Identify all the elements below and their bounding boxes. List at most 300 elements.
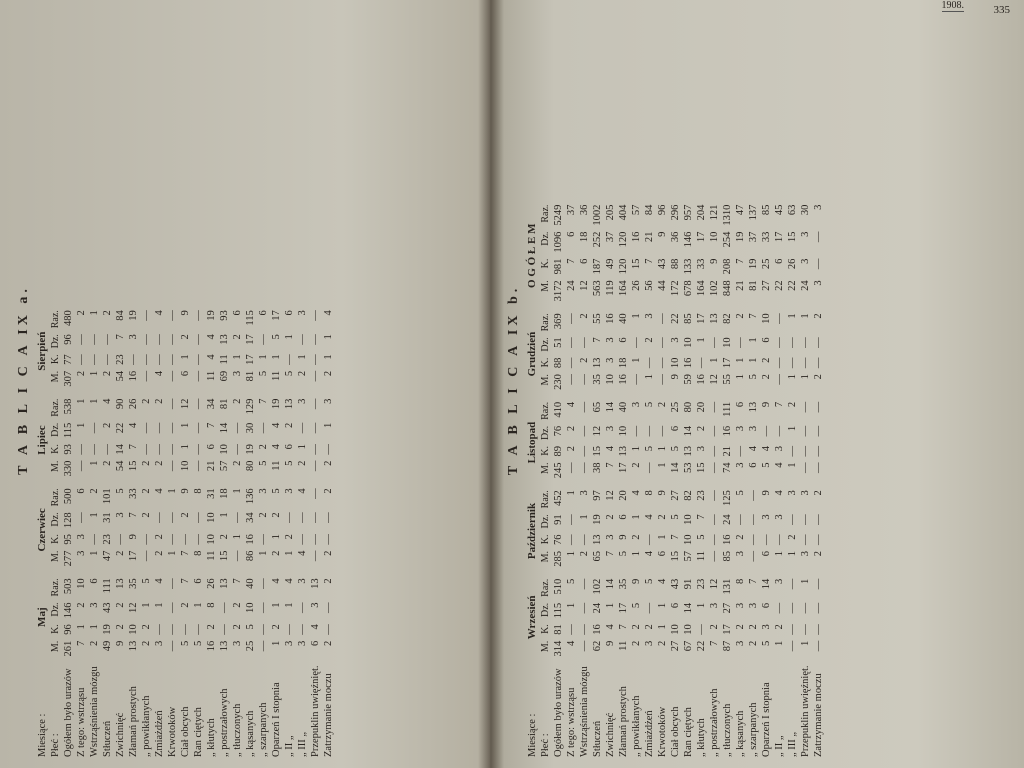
table-cell: 8 bbox=[193, 550, 204, 556]
table-cell: 4 bbox=[271, 444, 282, 450]
table-cell: — bbox=[141, 422, 152, 434]
table-cell: — bbox=[128, 354, 139, 365]
table-cell: 1 bbox=[748, 357, 759, 363]
table-cell: 1 bbox=[297, 444, 308, 450]
sex-column-header: K. bbox=[540, 357, 551, 368]
table-cell: 17 bbox=[696, 313, 707, 324]
table-cell: — bbox=[631, 374, 642, 385]
table-row bbox=[309, 307, 322, 760]
table-cell: 90 bbox=[115, 398, 126, 410]
table-cell: 19 bbox=[245, 444, 256, 455]
table-cell: 3 bbox=[813, 204, 824, 210]
table-cell: 93 bbox=[219, 310, 230, 321]
table-cell: — bbox=[566, 624, 577, 635]
table-row bbox=[257, 307, 270, 760]
table-cell: 2 bbox=[566, 446, 577, 452]
table-cell: 164 bbox=[696, 280, 707, 297]
table-cell: — bbox=[800, 337, 811, 348]
table-cell: — bbox=[813, 640, 824, 652]
table-cell: 7 bbox=[76, 640, 87, 646]
table-cell: 503 bbox=[63, 578, 74, 595]
table-cell: 12 bbox=[579, 280, 590, 291]
table-cell: — bbox=[800, 401, 811, 413]
table-cell: 1 bbox=[323, 422, 334, 428]
table-cell: 2 bbox=[813, 551, 824, 557]
table-cell: — bbox=[141, 334, 152, 345]
table-cell: — bbox=[644, 534, 655, 546]
table-cell: 2 bbox=[709, 624, 720, 630]
table-cell: 136 bbox=[245, 488, 256, 505]
table-cell: 74 bbox=[722, 462, 733, 474]
table-cell: 5 bbox=[566, 578, 577, 585]
table-cell: 3 bbox=[76, 534, 87, 540]
table-cell: 3 bbox=[800, 551, 811, 557]
month-header: Czerwiec bbox=[36, 508, 48, 552]
table-cell: — bbox=[709, 401, 720, 413]
table-cell: 23 bbox=[115, 354, 126, 365]
table-cell: 57 bbox=[631, 204, 642, 216]
table-cell: — bbox=[579, 425, 590, 437]
table-cell: 13 bbox=[683, 446, 694, 457]
table-cell: — bbox=[167, 444, 178, 455]
table-cell: 26 bbox=[631, 280, 642, 291]
table-cell: 18 bbox=[579, 231, 590, 243]
table-ixb-body bbox=[552, 202, 825, 760]
table-cell: 27 bbox=[761, 280, 772, 291]
table-cell: 3 bbox=[605, 357, 616, 363]
table-cell: — bbox=[761, 425, 772, 437]
table-cell: — bbox=[193, 444, 204, 455]
table-cell: 82 bbox=[722, 313, 733, 324]
table-cell: — bbox=[297, 624, 308, 635]
sex-column-header: Raz. bbox=[540, 578, 551, 597]
table-cell: — bbox=[284, 512, 295, 523]
month-header: Wrzesień bbox=[526, 595, 538, 640]
table-cell: 2 bbox=[813, 374, 824, 380]
table-cell: 43 bbox=[657, 258, 668, 270]
table-cell: 4 bbox=[657, 578, 668, 585]
table-row bbox=[721, 202, 734, 760]
table-cell: 10 bbox=[245, 602, 256, 613]
table-cell: — bbox=[579, 578, 590, 590]
table-cell: — bbox=[102, 444, 113, 455]
table-cell: 34 bbox=[206, 398, 217, 410]
row-label: „ kąsanych bbox=[735, 710, 746, 757]
sex-column-header: Raz. bbox=[50, 398, 61, 417]
sex-column-header: M. bbox=[50, 460, 61, 472]
table-cell: — bbox=[258, 578, 269, 589]
table-cell: 1 bbox=[696, 337, 707, 343]
table-row bbox=[205, 307, 218, 760]
table-cell: 1 bbox=[787, 374, 798, 380]
table-cell: — bbox=[76, 444, 87, 455]
table-cell: 27 bbox=[722, 602, 733, 614]
row-label: „ szarpanych bbox=[748, 702, 759, 757]
table-cell: 2 bbox=[774, 624, 785, 630]
table-cell: 9 bbox=[618, 534, 629, 540]
table-cell: 3 bbox=[310, 602, 321, 608]
table-cell: — bbox=[89, 354, 100, 365]
table-cell: 6 bbox=[193, 578, 204, 584]
table-cell: — bbox=[709, 534, 720, 546]
table-cell: 1 bbox=[89, 460, 100, 466]
table-cell: 9 bbox=[115, 640, 126, 646]
table-cell: 27 bbox=[670, 490, 681, 501]
table-cell: 2 bbox=[657, 401, 668, 408]
table-cell: — bbox=[219, 624, 230, 635]
table-cell: 2 bbox=[787, 534, 798, 540]
table-cell: — bbox=[89, 534, 100, 545]
table-cell: 330 bbox=[63, 460, 74, 477]
table-cell: 1 bbox=[787, 313, 798, 319]
table-cell: — bbox=[258, 640, 269, 652]
table-cell: 9 bbox=[670, 374, 681, 380]
table-cell: 23 bbox=[102, 534, 113, 545]
table-cell: — bbox=[813, 534, 824, 546]
table-cell: 480 bbox=[63, 310, 74, 326]
month-header: Grudzień bbox=[526, 331, 538, 377]
table-cell: 14 bbox=[670, 462, 681, 474]
table-cell: 2 bbox=[232, 398, 243, 404]
table-cell: — bbox=[167, 534, 178, 545]
table-cell: 1 bbox=[76, 398, 87, 404]
table-cell: — bbox=[258, 624, 269, 635]
table-row bbox=[127, 307, 140, 760]
table-cell: — bbox=[154, 512, 165, 523]
table-cell: — bbox=[193, 534, 204, 545]
table-cell: 2 bbox=[631, 534, 642, 540]
sex-column-header: Dz. bbox=[50, 512, 61, 527]
table-cell: — bbox=[154, 624, 165, 635]
row-label: Złamań prostych bbox=[128, 686, 139, 757]
table-cell: 44 bbox=[657, 280, 668, 291]
table-cell: 5 bbox=[631, 602, 642, 609]
table-cell: 15 bbox=[219, 550, 230, 562]
table-cell: 4 bbox=[566, 640, 577, 646]
table-cell: 2 bbox=[761, 374, 772, 380]
sex-column-header: M. bbox=[540, 551, 551, 563]
table-cell: 7 bbox=[644, 258, 655, 264]
table-cell: 26 bbox=[128, 398, 139, 410]
table-cell: — bbox=[258, 334, 269, 345]
table-cell: — bbox=[193, 460, 204, 472]
table-cell: 23 bbox=[696, 490, 707, 501]
table-row bbox=[630, 202, 643, 760]
table-cell: — bbox=[787, 514, 798, 525]
table-cell: 1 bbox=[787, 425, 798, 432]
table-cell: 1 bbox=[89, 310, 100, 316]
table-row bbox=[114, 307, 127, 760]
table-cell: 53 bbox=[683, 462, 694, 474]
table-cell: 2 bbox=[748, 624, 759, 630]
table-cell: 7 bbox=[206, 422, 217, 428]
table-cell: — bbox=[323, 512, 334, 523]
table-ixa-body bbox=[62, 307, 335, 760]
table-cell: — bbox=[310, 310, 321, 321]
table-cell: 16 bbox=[618, 374, 629, 385]
table-cell: 96 bbox=[657, 204, 668, 216]
table-cell: 65 bbox=[592, 551, 603, 562]
table-cell: 9 bbox=[657, 231, 668, 237]
table-cell: — bbox=[735, 337, 746, 348]
table-cell: 3 bbox=[605, 337, 616, 343]
table-cell: 254 bbox=[722, 231, 733, 248]
table-cell: 33 bbox=[696, 258, 707, 270]
table-cell: 57 bbox=[683, 551, 694, 562]
table-cell: 16 bbox=[696, 374, 707, 385]
table-cell: 10 bbox=[206, 512, 217, 523]
table-cell: 6 bbox=[232, 310, 243, 316]
table-row bbox=[747, 202, 760, 760]
table-cell: 81 bbox=[219, 398, 230, 410]
table-cell: 9 bbox=[657, 490, 668, 496]
row-label: „ szarpanych bbox=[258, 702, 269, 757]
table-cell: 19 bbox=[592, 514, 603, 525]
table-cell: 85 bbox=[761, 204, 772, 216]
table-cell: 1 bbox=[735, 374, 746, 380]
table-cell: 10 bbox=[683, 337, 694, 348]
table-cell: 2 bbox=[154, 534, 165, 540]
table-cell: — bbox=[709, 446, 720, 457]
table-cell: 5 bbox=[644, 446, 655, 452]
table-cell: 3 bbox=[154, 640, 165, 646]
table-row bbox=[565, 202, 578, 760]
table-cell: — bbox=[787, 357, 798, 369]
table-cell: — bbox=[141, 370, 152, 382]
table-cell: 3 bbox=[115, 512, 126, 518]
table-cell: — bbox=[102, 354, 113, 365]
table-cell: 1 bbox=[141, 602, 152, 608]
table-cell: — bbox=[813, 425, 824, 437]
table-cell: — bbox=[657, 374, 668, 385]
table-cell: 2 bbox=[787, 401, 798, 408]
table-cell: 4 bbox=[128, 422, 139, 428]
table-cell: 3 bbox=[709, 602, 720, 609]
table-cell: 2 bbox=[89, 488, 100, 494]
sex-column-header: K. bbox=[540, 534, 551, 545]
table-cell: — bbox=[644, 357, 655, 369]
table-cell: 37 bbox=[605, 231, 616, 243]
table-cell: — bbox=[813, 514, 824, 525]
row-label: „ III „ bbox=[787, 731, 798, 757]
table-cell: — bbox=[774, 337, 785, 348]
table-cell: 131 bbox=[722, 578, 733, 595]
row-label: „ kąsanych bbox=[245, 710, 256, 757]
table-cell: 5 bbox=[193, 640, 204, 646]
table-cell: 7 bbox=[605, 462, 616, 468]
table-cell: 3 bbox=[258, 488, 269, 494]
table-cell: — bbox=[167, 310, 178, 321]
sex-column-header: Dz. bbox=[540, 514, 551, 529]
table-cell: 102 bbox=[592, 578, 603, 595]
table-cell: 15 bbox=[787, 231, 798, 243]
table-row bbox=[799, 202, 812, 760]
sex-column-header: K. bbox=[50, 354, 61, 365]
table-cell: — bbox=[297, 422, 308, 434]
table-cell: 10 bbox=[670, 624, 681, 635]
table-cell: 6 bbox=[761, 551, 772, 557]
table-cell: 7 bbox=[180, 550, 191, 556]
table-cell: — bbox=[141, 550, 152, 562]
table-row bbox=[669, 202, 682, 760]
table-cell: 97 bbox=[592, 490, 603, 501]
table-cell: 2 bbox=[76, 370, 87, 377]
table-cell: 2 bbox=[605, 514, 616, 520]
table-cell: 1 bbox=[76, 422, 87, 428]
table-cell: 12 bbox=[709, 578, 720, 590]
sex-column-header: Dz. bbox=[50, 334, 61, 349]
table-cell: 3 bbox=[644, 313, 655, 319]
table-cell: 6 bbox=[284, 310, 295, 316]
table-cell: 3 bbox=[323, 398, 334, 404]
table-cell: 6 bbox=[206, 444, 217, 450]
table-cell: — bbox=[154, 354, 165, 365]
table-cell: 1 bbox=[696, 602, 707, 609]
sex-column-header: Dz. bbox=[540, 602, 551, 617]
table-cell: 6 bbox=[310, 640, 321, 646]
table-cell: 2 bbox=[297, 460, 308, 466]
row-label: Zmiażdżeń bbox=[644, 710, 655, 757]
table-cell: 3 bbox=[735, 462, 746, 468]
table-cell: 49 bbox=[102, 640, 113, 652]
table-cell: 91 bbox=[553, 514, 564, 525]
table-cell: — bbox=[813, 401, 824, 413]
table-cell: 11 bbox=[271, 460, 282, 471]
table-cell: 6 bbox=[89, 578, 100, 584]
table-cell: 6 bbox=[761, 337, 772, 343]
table-cell: 56 bbox=[644, 280, 655, 291]
row-label: „ tłuczonych bbox=[722, 703, 733, 757]
table-cell: 9 bbox=[180, 310, 191, 316]
table-cell: 47 bbox=[735, 204, 746, 216]
table-row bbox=[179, 307, 192, 760]
table-cell: — bbox=[193, 354, 204, 365]
table-cell: 15 bbox=[631, 258, 642, 270]
table-cell: 981 bbox=[553, 258, 564, 275]
table-cell: 17 bbox=[618, 602, 629, 614]
table-cell: 14 bbox=[761, 578, 772, 590]
table-cell: 1 bbox=[154, 602, 165, 608]
row-label: Zatrzymanie moczu bbox=[323, 673, 334, 757]
table-cell: 2 bbox=[141, 624, 152, 630]
table-cell: 111 bbox=[722, 401, 733, 417]
table-cell: 1 bbox=[219, 512, 230, 518]
table-cell: — bbox=[813, 624, 824, 635]
table-row bbox=[270, 307, 283, 760]
sex-label: Płeć : bbox=[50, 733, 61, 757]
table-cell: 1 bbox=[89, 550, 100, 556]
table-cell: — bbox=[813, 258, 824, 270]
table-cell: 51 bbox=[553, 337, 564, 348]
table-cell: 111 bbox=[102, 578, 113, 594]
table-cell: 2 bbox=[735, 624, 746, 630]
table-cell: — bbox=[323, 534, 334, 545]
table-cell: 2 bbox=[141, 512, 152, 518]
table-cell: 1 bbox=[89, 624, 100, 630]
table-cell: 1 bbox=[605, 602, 616, 609]
table-cell: 7 bbox=[180, 578, 191, 584]
table-cell: 6 bbox=[670, 602, 681, 609]
table-cell: — bbox=[232, 512, 243, 523]
table-cell: 10 bbox=[761, 313, 772, 324]
row-label: „ kłutych bbox=[696, 718, 707, 757]
table-cell: — bbox=[631, 337, 642, 348]
table-cell: 33 bbox=[128, 488, 139, 499]
row-label: Zwichnięć bbox=[115, 712, 126, 757]
month-header: Październik bbox=[526, 502, 538, 560]
table-cell: — bbox=[258, 422, 269, 434]
sex-column-header: Dz. bbox=[540, 425, 551, 441]
table-cell: 1 bbox=[258, 550, 269, 556]
table-cell: 3 bbox=[76, 550, 87, 556]
table-cell: 22 bbox=[696, 640, 707, 652]
row-label: „ III „ bbox=[297, 731, 308, 757]
table-cell: 7 bbox=[566, 258, 577, 264]
table-cell: 81 bbox=[748, 280, 759, 291]
table-cell: 38 bbox=[592, 462, 603, 474]
table-cell: 19 bbox=[748, 258, 759, 270]
table-cell: 285 bbox=[553, 551, 564, 567]
row-label: „ II „ bbox=[774, 735, 785, 757]
sex-column-header: Raz. bbox=[50, 578, 61, 597]
table-row bbox=[62, 307, 75, 760]
table-cell: — bbox=[709, 425, 720, 437]
table-cell: 2 bbox=[735, 313, 746, 319]
table-cell: 22 bbox=[774, 280, 785, 291]
table-cell: 4 bbox=[605, 446, 616, 452]
table-cell: 1 bbox=[323, 354, 334, 360]
table-cell: 3 bbox=[735, 640, 746, 646]
table-cell: 5 bbox=[141, 578, 152, 584]
sex-column-header: Dz. bbox=[540, 337, 551, 352]
table-row bbox=[591, 202, 604, 760]
table-cell: 4 bbox=[774, 490, 785, 496]
table-cell: 69 bbox=[219, 370, 230, 382]
table-cell: — bbox=[774, 357, 785, 369]
row-label: „ tłuczonych bbox=[232, 703, 243, 757]
table-cell: — bbox=[323, 602, 334, 613]
table-cell: 296 bbox=[670, 204, 681, 221]
row-label: Ran ciętych bbox=[193, 707, 204, 757]
table-cell: 1 bbox=[631, 514, 642, 520]
table-cell: — bbox=[800, 534, 811, 546]
table-cell: 35 bbox=[618, 578, 629, 590]
table-cell: 19 bbox=[128, 310, 139, 321]
table-cell: — bbox=[566, 337, 577, 348]
table-cell: 43 bbox=[670, 578, 681, 590]
table-cell: — bbox=[709, 490, 720, 501]
table-cell: — bbox=[774, 374, 785, 385]
table-cell: 18 bbox=[219, 488, 230, 499]
table-cell: 3 bbox=[813, 280, 824, 286]
table-cell: 10 bbox=[219, 444, 230, 455]
table-cell: 7 bbox=[592, 337, 603, 343]
table-cell: — bbox=[193, 310, 204, 321]
table-cell: 2 bbox=[644, 624, 655, 630]
table-cell: 4 bbox=[297, 488, 308, 494]
table-cell: 3 bbox=[774, 514, 785, 520]
table-cell: 37 bbox=[748, 231, 759, 243]
table-cell: — bbox=[657, 337, 668, 348]
table-cell: 1 bbox=[800, 578, 811, 585]
table-cell: — bbox=[579, 446, 590, 457]
table-cell: 21 bbox=[735, 280, 746, 291]
table-row bbox=[656, 202, 669, 760]
table-cell: 6 bbox=[258, 310, 269, 316]
table-cell: 62 bbox=[592, 640, 603, 652]
row-label: Z tego: wstrząsu bbox=[566, 687, 577, 757]
table-cell: 24 bbox=[566, 280, 577, 291]
